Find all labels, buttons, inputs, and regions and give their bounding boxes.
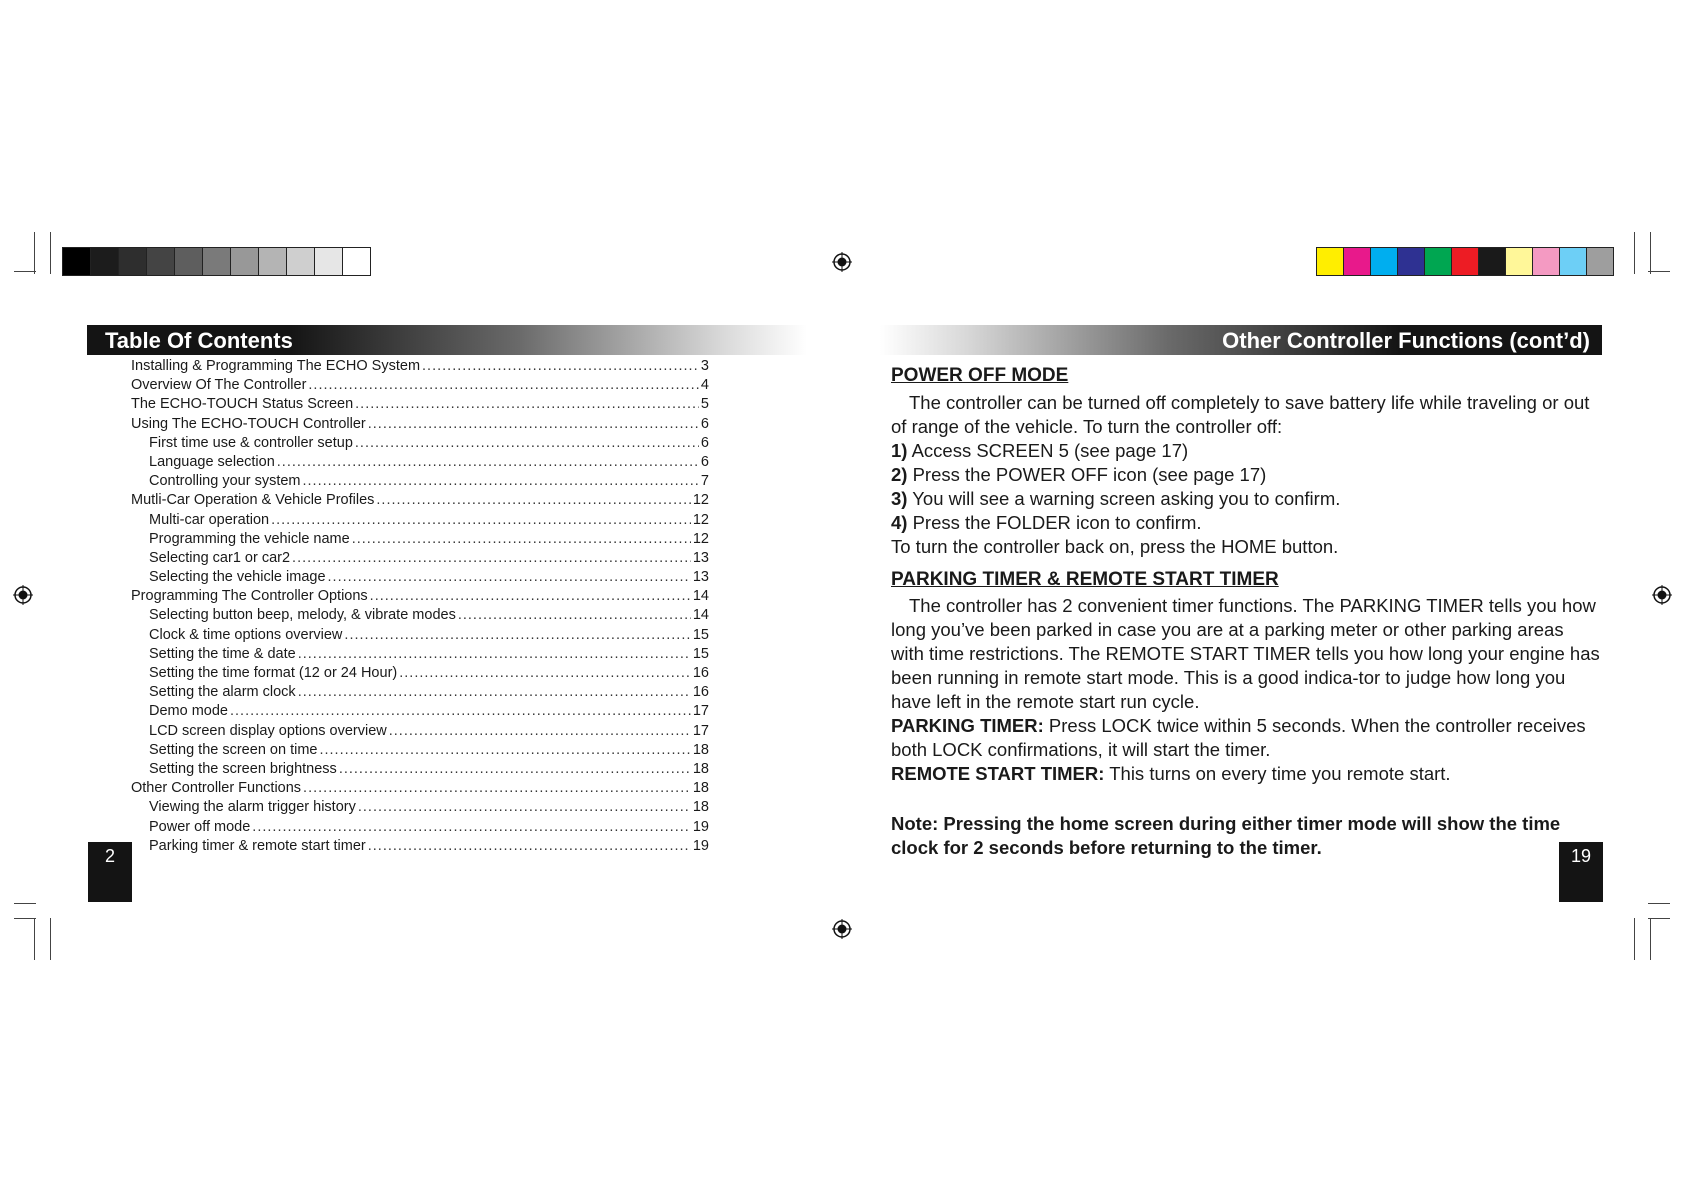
crop-mark [1648, 271, 1670, 272]
crop-mark [1648, 918, 1670, 919]
toc-entry-title: Programming the vehicle name [149, 530, 350, 547]
toc-entry-page: 14 [692, 607, 709, 624]
toc-entry [131, 376, 709, 395]
toc-entry-page: 3 [700, 358, 709, 374]
toc-entry [131, 472, 709, 491]
remote-start-timer-label: REMOTE START TIMER: [891, 763, 1105, 784]
remote-start-timer-instruction [891, 762, 1601, 786]
toc-entry-title: Overview Of The Controller [131, 377, 307, 394]
toc-leader-dots [303, 472, 699, 491]
color-swatch [1533, 248, 1560, 275]
table-of-contents [131, 357, 709, 856]
section-header-title: Other Controller Functions (cont’d) [1222, 328, 1590, 353]
grayscale-swatch [203, 248, 231, 275]
toc-header-bar [87, 325, 807, 355]
toc-leader-dots [389, 722, 691, 741]
step-number: 4) [891, 512, 908, 533]
toc-leader-dots [458, 606, 691, 625]
toc-entry-page: 4 [700, 377, 709, 394]
grayscale-swatch [147, 248, 175, 275]
crop-mark [50, 232, 51, 274]
power-off-title: POWER OFF MODE [891, 365, 1069, 386]
crop-mark [1648, 903, 1670, 904]
color-swatch [1344, 248, 1371, 275]
toc-entry-page: 14 [692, 588, 709, 605]
grayscale-swatch [119, 248, 147, 275]
toc-leader-dots [352, 530, 691, 549]
toc-leader-dots [298, 645, 691, 664]
toc-entry [131, 357, 709, 376]
page-number-right: 19 [1559, 842, 1603, 902]
crop-mark [1650, 232, 1651, 274]
toc-entry-title: Clock & time options overview [149, 626, 343, 643]
toc-entry-title: Other Controller Functions [131, 780, 302, 797]
grayscale-swatch [63, 248, 91, 275]
color-swatch [1317, 248, 1344, 275]
toc-entry-title: Setting the time format (12 or 24 Hour) [149, 665, 398, 681]
grayscale-swatch [259, 248, 287, 275]
color-swatch [1425, 248, 1452, 275]
toc-entry-title: Selecting button beep, melody, & vibrate modes [149, 607, 456, 624]
page-number-left: 2 [88, 842, 132, 902]
toc-entry-title: Setting the alarm clock [149, 684, 296, 701]
toc-leader-dots [252, 818, 691, 837]
toc-leader-dots [277, 453, 699, 472]
grayscale-calibration-bar [62, 247, 371, 276]
section-header-bar [880, 325, 1602, 355]
parking-timer-instruction [891, 714, 1601, 762]
color-calibration-bar [1316, 247, 1614, 276]
power-off-step [891, 463, 1601, 487]
toc-leader-dots [339, 760, 691, 779]
toc-entry-title: Installing & Programming The ECHO System [131, 358, 421, 374]
toc-entry-page: 15 [692, 626, 709, 643]
toc-entry-title: Parking timer & remote start timer [149, 837, 366, 854]
toc-entry-title: Using The ECHO-TOUCH Controller [131, 415, 366, 432]
toc-entry [131, 779, 709, 798]
registration-mark-icon [13, 585, 33, 605]
power-off-section [891, 364, 1601, 559]
toc-entry-page: 16 [692, 665, 709, 681]
toc-entry-title: First time use & controller setup [149, 434, 353, 451]
toc-leader-dots [292, 549, 691, 568]
toc-entry-title: Viewing the alarm trigger history [149, 799, 356, 816]
toc-entry-page: 16 [692, 684, 709, 701]
color-swatch [1506, 248, 1533, 275]
toc-entry-title: Mutli-Car Operation & Vehicle Profiles [131, 492, 375, 509]
remote-start-timer-text: This turns on every time you remote start. [1104, 763, 1451, 784]
toc-entry [131, 530, 709, 549]
toc-entry [131, 837, 709, 856]
toc-entry-page: 19 [692, 818, 709, 835]
crop-mark [34, 232, 35, 274]
toc-leader-dots [399, 664, 691, 683]
parking-timer-title: PARKING TIMER & REMOTE START TIMER [891, 569, 1279, 590]
parking-timer-intro: The controller has 2 convenient timer functions. The PARKING TIMER tells you how long you’ve been parked in case you are at a parking meter or other parking areas with time restrictions. The REMOTE START TIMER tells you how long your engine has been running in remote start mode. This is a good indica-tor to judge how long you have left in the remote start run cycle. [891, 595, 1600, 712]
toc-leader-dots [422, 357, 699, 376]
toc-entry-title: Setting the time & date [149, 645, 296, 662]
toc-entry-title: Setting the screen brightness [149, 760, 337, 777]
toc-entry [131, 702, 709, 721]
toc-entry [131, 491, 709, 510]
toc-leader-dots [319, 741, 690, 760]
toc-entry-page: 19 [692, 837, 709, 854]
toc-entry [131, 722, 709, 741]
toc-entry-page: 17 [692, 722, 709, 739]
toc-entry [131, 645, 709, 664]
toc-leader-dots [358, 798, 691, 817]
power-off-step [891, 439, 1601, 463]
parking-timer-section [891, 568, 1601, 786]
toc-entry-page: 13 [692, 569, 709, 586]
step-number: 3) [891, 488, 908, 509]
grayscale-swatch [287, 248, 315, 275]
power-off-step [891, 511, 1601, 535]
toc-entry-page: 12 [692, 492, 709, 509]
toc-entry-page: 18 [692, 741, 709, 758]
toc-leader-dots [368, 837, 691, 856]
toc-entry-page: 12 [692, 511, 709, 528]
toc-header-title: Table Of Contents [105, 328, 293, 353]
crop-mark [14, 903, 36, 904]
grayscale-swatch [175, 248, 203, 275]
toc-leader-dots [355, 395, 699, 414]
registration-mark-icon [832, 252, 852, 272]
toc-entry-title: Demo mode [149, 703, 228, 720]
toc-entry [131, 453, 709, 472]
toc-leader-dots [370, 587, 691, 606]
toc-entry-page: 17 [692, 703, 709, 720]
toc-entry-title: Language selection [149, 453, 275, 470]
grayscale-swatch [315, 248, 343, 275]
step-text: Access SCREEN 5 (see page 17) [907, 440, 1189, 461]
toc-entry-title: Multi-car operation [149, 511, 270, 528]
toc-entry [131, 587, 709, 606]
crop-mark [1634, 918, 1635, 960]
toc-entry [131, 511, 709, 530]
toc-leader-dots [328, 568, 691, 587]
toc-entry-page: 6 [700, 453, 709, 470]
power-off-step [891, 487, 1601, 511]
toc-leader-dots [355, 434, 699, 453]
toc-entry [131, 741, 709, 760]
toc-entry [131, 434, 709, 453]
step-text: Press the POWER OFF icon (see page 17) [907, 464, 1267, 485]
grayscale-swatch [343, 248, 370, 275]
toc-entry-page: 18 [692, 780, 709, 797]
toc-entry-title: Selecting car1 or car2 [149, 549, 291, 566]
power-off-intro: The controller can be turned off completely to save battery life while traveling or out of range of the vehicle. To turn the controller off: [891, 392, 1590, 437]
crop-mark [14, 271, 36, 272]
toc-leader-dots [376, 491, 690, 510]
crop-mark [14, 918, 36, 919]
power-off-steps [891, 439, 1601, 535]
toc-entry-page: 7 [700, 473, 709, 490]
toc-entry [131, 760, 709, 779]
toc-entry [131, 798, 709, 817]
toc-entry-title: Power off mode [149, 818, 251, 835]
toc-leader-dots [271, 511, 691, 530]
grayscale-swatch [91, 248, 119, 275]
registration-mark-icon [832, 919, 852, 939]
toc-entry-title: Controlling your system [149, 473, 301, 490]
toc-entry-page: 18 [692, 760, 709, 777]
registration-mark-icon [1652, 585, 1672, 605]
parking-timer-text: Press LOCK twice within 5 seconds. When the controller receives both LOCK confirmations, it will start the timer. [891, 715, 1586, 760]
color-swatch [1452, 248, 1479, 275]
color-swatch [1587, 248, 1613, 275]
toc-leader-dots [298, 683, 691, 702]
toc-entry [131, 415, 709, 434]
toc-entry [131, 395, 709, 414]
toc-entry-page: 12 [692, 530, 709, 547]
toc-entry-title: The ECHO-TOUCH Status Screen [131, 396, 354, 413]
toc-leader-dots [344, 626, 690, 645]
crop-mark [1634, 232, 1635, 274]
toc-leader-dots [303, 779, 691, 798]
crop-mark [50, 918, 51, 960]
toc-entry-page: 13 [692, 549, 709, 566]
toc-entry-title: Setting the screen on time [149, 741, 318, 758]
color-swatch [1479, 248, 1506, 275]
toc-leader-dots [368, 415, 699, 434]
toc-entry-page: 18 [692, 799, 709, 816]
toc-leader-dots [230, 702, 691, 721]
toc-entry-page: 6 [700, 434, 709, 451]
toc-entry [131, 606, 709, 625]
color-swatch [1560, 248, 1587, 275]
step-text: Press the FOLDER icon to confirm. [907, 512, 1202, 533]
toc-entry [131, 626, 709, 645]
step-number: 1) [891, 440, 908, 461]
crop-mark [1650, 918, 1651, 960]
color-swatch [1398, 248, 1425, 275]
crop-mark [34, 918, 35, 960]
parking-timer-label: PARKING TIMER: [891, 715, 1044, 736]
toc-entry [131, 549, 709, 568]
toc-entry-page: 5 [700, 396, 709, 413]
color-swatch [1371, 248, 1398, 275]
toc-entry [131, 664, 709, 683]
toc-leader-dots [308, 376, 699, 395]
toc-entry-title: LCD screen display options overview [149, 722, 387, 739]
step-number: 2) [891, 464, 908, 485]
grayscale-swatch [231, 248, 259, 275]
step-text: You will see a warning screen asking you to confirm. [907, 488, 1341, 509]
toc-entry [131, 818, 709, 837]
power-off-outro: To turn the controller back on, press the HOME button. [891, 536, 1339, 557]
toc-entry-title: Programming The Controller Options [131, 588, 368, 605]
toc-entry-title: Selecting the vehicle image [149, 569, 326, 586]
note [891, 812, 1581, 860]
toc-entry-page: 6 [700, 415, 709, 432]
toc-entry-page: 15 [692, 645, 709, 662]
toc-entry [131, 568, 709, 587]
toc-entry [131, 683, 709, 702]
note-text: Note: Pressing the home screen during either timer mode will show the time clock for 2 seconds before returning to the timer. [891, 813, 1561, 858]
